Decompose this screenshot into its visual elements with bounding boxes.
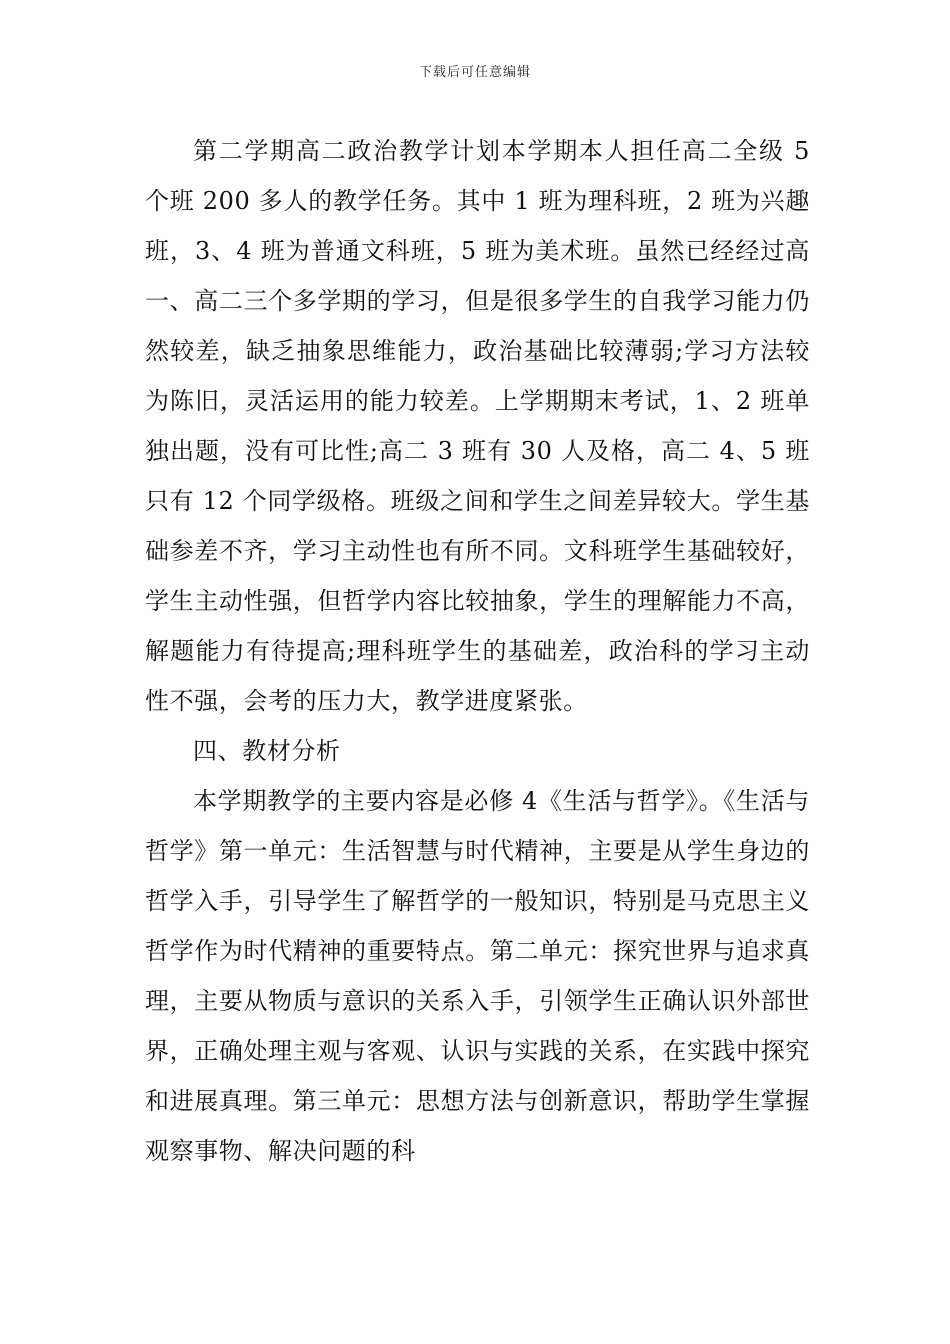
paragraph-textbook-analysis: 本学期教学的主要内容是必修 4《生活与哲学》。《生活与哲学》第一单元：生活智慧与时代精神，主要是从学生身边的哲学入手，引导学生了解哲学的一般知识，特别是马克思主义哲学作为时代精神的重要特点。第二单元：探究世界与追求真理，主要从物质与意识的关系入手，引领学生正确认识外部世界，正确处理主观与客观、认识与实践的关系，在实践中探究和进展真理。第三单元：思想方法与创新意识，帮助学生掌握观察事物、解决问题的科 <box>145 787 810 1165</box>
section-heading-textbook-analysis: 四、教材分析 <box>193 737 341 765</box>
paragraph-teaching-plan-intro: 第二学期高二政治教学计划本学期本人担任高二全级 5 个班 200 多人的教学任务。其中 1 班为理科班，2 班为兴趣班，3、4 班为普通文科班，5 班为美术班。虽然已经经过高一、高二三个多学期的学习，但是很多学生的自我学习能力仍然较差，缺乏抽象思维能力，政治基础比较薄弱;学习方法较为陈旧，灵活运用的能力较差。上学期期末考试，1、2 班单独出题，没有可比性;高二 3 班有 30 人及格，高二 4、5 班只有 12 个同学级格。班级之间和学生之间差异较大。学生基础参差不齐，学习主动性也有所不同。文科班学生基础较好，学生主动性强，但哲学内容比较抽象，学生的理解能力不高，解题能力有待提高;理科班学生的基础差，政治科的学习主动性不强，会考的压力大，教学进度紧张。 <box>145 137 810 715</box>
document-body <box>145 126 810 1176</box>
page-header: 下载后可任意编辑 <box>418 65 531 80</box>
